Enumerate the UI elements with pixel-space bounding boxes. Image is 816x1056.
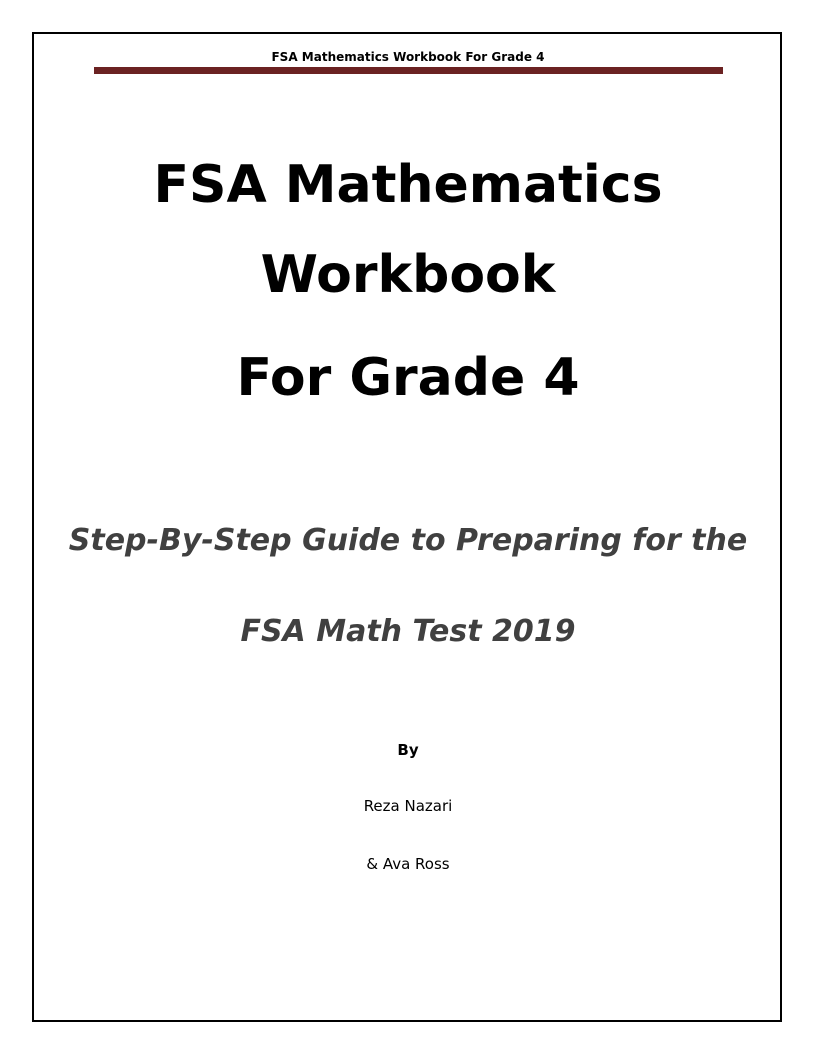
subtitle-line-2: FSA Math Test 2019 xyxy=(240,614,576,649)
author-name-2: & Ava Ross xyxy=(366,855,450,873)
title-line-3: For Grade 4 xyxy=(236,348,580,408)
title-line-1: FSA Mathematics xyxy=(153,155,663,215)
title-line-2: Workbook xyxy=(260,245,556,305)
header-rule xyxy=(94,67,723,74)
running-header: FSA Mathematics Workbook For Grade 4 xyxy=(271,50,545,64)
subtitle-line-1: Step-By-Step Guide to Preparing for the xyxy=(68,523,748,558)
by-label: By xyxy=(397,741,419,759)
author-name-1: Reza Nazari xyxy=(363,797,453,815)
